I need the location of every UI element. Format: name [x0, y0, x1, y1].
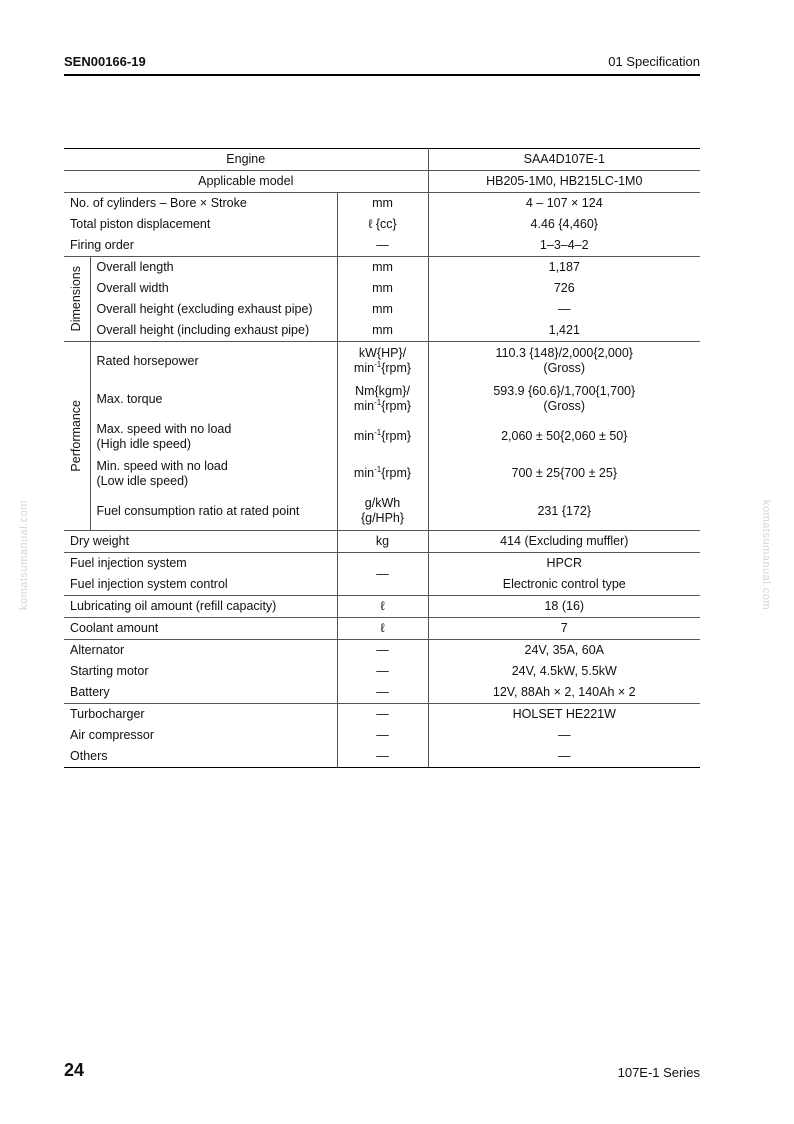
dimensions-group-label: Dimensions [69, 266, 84, 332]
table-row [64, 193, 700, 215]
firing-unit: — [337, 235, 428, 257]
lube-oil-label: Lubricating oil amount (refill capacity) [64, 596, 337, 618]
watermark-left: komatsumanual.com [18, 500, 30, 610]
cylinders-label: No. of cylinders – Bore × Stroke [64, 193, 337, 215]
table-row [64, 342, 700, 381]
model-label: Applicable model [64, 171, 428, 193]
performance-group-cell [64, 342, 90, 531]
dimension-label: Overall height (excluding exhaust pipe) [90, 299, 337, 320]
others-value: — [428, 746, 700, 768]
air-compressor-value: — [558, 728, 571, 742]
dry-weight-unit: kg [337, 531, 428, 553]
battery-unit: — [337, 682, 428, 704]
table-row [64, 596, 700, 618]
table-row [64, 661, 700, 682]
series-label: 107E-1 Series [617, 1065, 700, 1080]
fuel-injection-unit: — [337, 553, 428, 596]
table-row [64, 640, 700, 662]
air-compressor-label: Air compressor [64, 725, 337, 746]
dimension-value: 1,421 [548, 323, 580, 337]
page-number: 24 [64, 1060, 85, 1080]
fuel-ratio-value: 231 {172} [537, 503, 592, 518]
table-row [64, 553, 700, 575]
min-speed-value: 700 ± 25{700 ± 25} [511, 466, 617, 480]
dimensions-group-cell [64, 257, 90, 342]
dimension-unit: mm [337, 257, 428, 279]
rated-horsepower-value: 110.3 {148}/2,000{2,000} (Gross) [428, 342, 700, 381]
starting-motor-value: 24V, 4.5kW, 5.5kW [511, 664, 617, 678]
table-row [64, 214, 700, 235]
displacement-unit: ℓ {cc} [337, 214, 428, 235]
watermark-right: komatsumanual.com [760, 500, 772, 610]
displacement-label: Total piston displacement [64, 214, 337, 235]
lube-oil-value: 18 (16) [428, 596, 700, 618]
fuel-injection-control-label: Fuel injection system control [64, 574, 337, 596]
fuel-injection-system-value: HPCR [428, 553, 700, 575]
others-label: Others [64, 746, 337, 768]
cylinders-unit: mm [337, 193, 428, 215]
section-title: 01 Specification [608, 54, 700, 69]
starting-motor-unit: — [337, 661, 428, 682]
fuel-injection-control-value: Electronic control type [502, 577, 626, 591]
table-row [64, 235, 700, 257]
max-torque-label: Max. torque [90, 380, 337, 418]
table-row [64, 418, 700, 455]
model-value: HB205-1M0, HB215LC-1M0 [428, 171, 700, 193]
lube-oil-unit: ℓ [337, 596, 428, 618]
dimension-value: — [558, 302, 571, 316]
fuel-ratio-label: Fuel consumption ratio at rated point [90, 492, 337, 531]
dimension-unit: mm [337, 299, 428, 320]
table-row [64, 746, 700, 768]
coolant-value: 7 [428, 618, 700, 640]
fuel-injection-system-label: Fuel injection system [64, 553, 337, 575]
table-row [64, 492, 700, 531]
table-row [64, 380, 700, 418]
dimension-label: Overall width [90, 278, 337, 299]
table-row [64, 320, 700, 342]
specification-table [64, 148, 700, 768]
engine-value: SAA4D107E-1 [428, 149, 700, 171]
air-compressor-unit: — [337, 725, 428, 746]
alternator-label: Alternator [64, 640, 337, 662]
table-row [64, 299, 700, 320]
coolant-unit: ℓ [337, 618, 428, 640]
table-row [64, 682, 700, 704]
dimension-label: Overall height (including exhaust pipe) [90, 320, 337, 342]
table-row [64, 278, 700, 299]
alternator-unit: — [337, 640, 428, 662]
table-row [64, 455, 700, 492]
min-speed-label: Min. speed with no load (Low idle speed) [90, 455, 337, 492]
battery-value: 12V, 88Ah × 2, 140Ah × 2 [492, 685, 636, 699]
rated-horsepower-unit: kW{HP}/ $\min^{-1}\{rpm\}$ [337, 342, 428, 381]
turbocharger-value: HOLSET HE221W [428, 704, 700, 726]
table-row [64, 704, 700, 726]
table-row [64, 149, 700, 171]
max-speed-label: Max. speed with no load (High idle speed) [90, 418, 337, 455]
table-row [64, 531, 700, 553]
max-speed-unit: $\min^{-1}\{rpm\}$ [337, 418, 428, 455]
fuel-ratio-unit: g/kWh {g/HPh} [337, 492, 428, 531]
table-row [64, 725, 700, 746]
turbocharger-label: Turbocharger [64, 704, 337, 726]
rated-horsepower-label: Rated horsepower [90, 342, 337, 381]
dimension-value: 1,187 [428, 257, 700, 279]
starting-motor-label: Starting motor [64, 661, 337, 682]
max-torque-value: 593.9 {60.6}/1,700{1,700} (Gross) [493, 384, 636, 413]
cylinders-value: 4 – 107 × 124 [428, 193, 700, 215]
table-row [64, 618, 700, 640]
dimension-unit: mm [337, 320, 428, 342]
battery-label: Battery [64, 682, 337, 704]
min-speed-unit: $\min^{-1}\{rpm\}$ [337, 455, 428, 492]
document-code: SEN00166-19 [64, 54, 146, 69]
displacement-value: 4.46 {4,460} [530, 217, 598, 231]
performance-group-label: Performance [69, 400, 84, 472]
firing-label: Firing order [64, 235, 337, 257]
firing-value: 1–3–4–2 [539, 238, 589, 252]
max-torque-unit: Nm{kgm}/ $\min^{-1}\{rpm\}$ [337, 380, 428, 418]
others-unit: — [337, 746, 428, 768]
dry-weight-value: 414 (Excluding muffler) [428, 531, 700, 553]
max-speed-value: 2,060 ± 50{2,060 ± 50} [501, 429, 628, 443]
dimension-unit: mm [337, 278, 428, 299]
table-row [64, 171, 700, 193]
table-row [64, 257, 700, 279]
dimension-label: Overall length [90, 257, 337, 279]
turbocharger-unit: — [337, 704, 428, 726]
engine-label: Engine [64, 149, 428, 171]
coolant-label: Coolant amount [64, 618, 337, 640]
dry-weight-label: Dry weight [64, 531, 337, 553]
alternator-value: 24V, 35A, 60A [428, 640, 700, 662]
dimension-value: 726 [553, 281, 575, 295]
header-rule [64, 74, 700, 76]
